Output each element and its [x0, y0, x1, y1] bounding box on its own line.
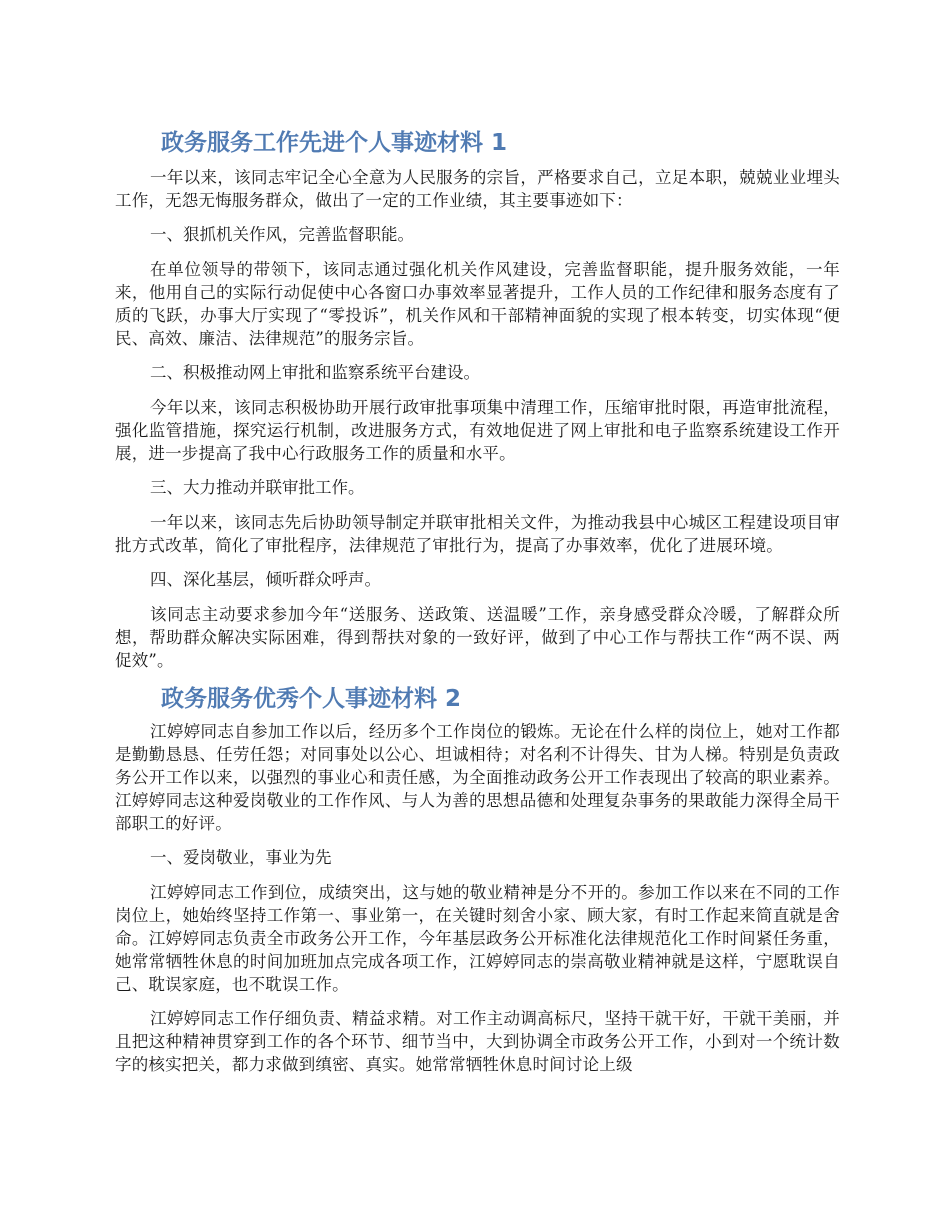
section-2-paragraph: 江婷婷同志工作仔细负责、精益求精。对工作主动调高标尺，坚持干就干好，干就干美丽，并且把这种精神贯穿到工作的各个环节、细节当中，大到协调全市政务公开工作，小到对一个统计数字的核实把关，都力求做到缜密、真实。她常常牺牲休息时间讨论上级	[115, 1009, 840, 1074]
section-2-heading: 一、爱岗敬业，事业为先	[150, 848, 332, 867]
section-1-paragraph: 一年以来，该同志牢记全心全意为人民服务的宗旨，严格要求自己，立足本职，兢兢业业埋头工作，无怨无悔服务群众，做出了一定的工作业绩，其主要事迹如下：	[115, 168, 840, 210]
document-page	[115, 0, 840, 1087]
section-1-heading: 二、积极推动网上审批和监察系统平台建设。	[150, 363, 480, 382]
section-2-paragraph: 江婷婷同志工作到位，成绩突出，这与她的敬业精神是分不开的。参加工作以来在不同的工作岗位上，她始终坚持工作第一、事业第一，在关键时刻舍小家、顾大家，有时工作起来简直就是舍命。江婷婷同志负责全市政务公开工作，今年基层政务公开标准化法律规范化工作时间紧任务重，她常常牺牲休息的时间加班加点完成各项工作，江婷婷同志的崇高敬业精神就是这样，宁愿耽误自己、耽误家庭，也不耽误工作。	[115, 883, 840, 994]
section-1-paragraph: 该同志主动要求参加今年“送服务、送政策、送温暖”工作，亲身感受群众冷暖，了解群众所想，帮助群众解决实际困难，得到帮扶对象的一致好评，做到了中心工作与帮扶工作“两不误、两促效”。	[115, 605, 840, 670]
section-2-paragraph: 江婷婷同志自参加工作以后，经历多个工作岗位的锻炼。无论在什么样的岗位上，她对工作都是勤勤恳恳、任劳任怨；对同事处以公心、坦诚相待；对名利不计得失、甘为人梯。特别是负责政务公开工作以来，以强烈的事业心和责任感，为全面推动政务公开工作表现出了较高的职业素养。江婷婷同志这种爱岗敬业的工作作风、与人为善的思想品德和处理复杂事务的果敢能力深得全局干部职工的好评。	[115, 722, 840, 833]
section-1-heading: 三、大力推动并联审批工作。	[150, 478, 365, 497]
section-1-title: 政务服务工作先进个人事迹材料 1	[161, 130, 508, 156]
section-1-heading: 四、深化基层，倾听群众呼声。	[150, 570, 381, 589]
section-2-title: 政务服务优秀个人事迹材料 2	[161, 686, 462, 712]
section-1-paragraph: 一年以来，该同志先后协助领导制定并联审批相关文件，为推动我县中心城区工程建设项目审批方式改革，简化了审批程序，法律规范了审批行为，提高了办事效率，优化了进展环境。	[115, 513, 840, 555]
section-1-paragraph: 在单位领导的带领下，该同志通过强化机关作风建设，完善监督职能，提升服务效能，一年来，他用自己的实际行动促使中心各窗口办事效率显著提升，工作人员的工作纪律和服务态度有了质的飞跃，办事大厅实现了“零投诉”，机关作风和干部精神面貌的实现了根本转变，切实体现“便民、高效、廉洁、法律规范”的服务宗旨。	[115, 260, 840, 348]
section-1-paragraph: 今年以来，该同志积极协助开展行政审批事项集中清理工作，压缩审批时限，再造审批流程，强化监管措施，探究运行机制，改进服务方式，有效地促进了网上审批和电子监察系统建设工作开展，进一步提高了我中心行政服务工作的质量和水平。	[115, 398, 840, 463]
section-1-heading: 一、狠抓机关作风，完善监督职能。	[150, 225, 414, 244]
